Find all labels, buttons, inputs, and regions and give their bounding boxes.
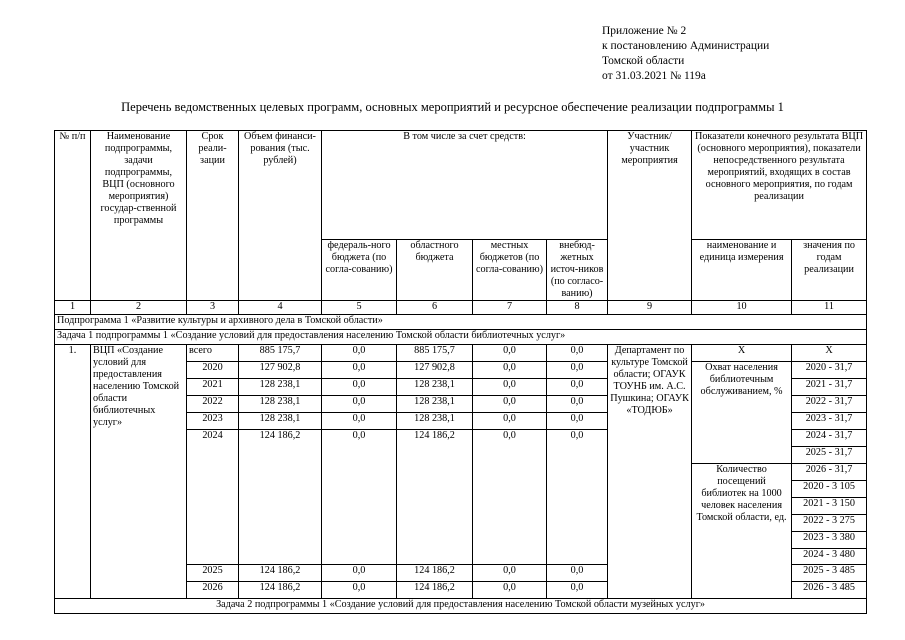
extra-cell: 0,0 xyxy=(547,345,608,362)
indicator-x-cell: Х xyxy=(792,345,867,362)
federal-cell: 0,0 xyxy=(322,430,397,565)
indicator-2-value: 2025 - 3 485 xyxy=(792,565,867,582)
period-cell: 2020 xyxy=(187,362,239,379)
extra-cell: 0,0 xyxy=(547,565,608,582)
col-header-sources: В том числе за счет средств: xyxy=(322,131,608,240)
regional-cell: 124 186,2 xyxy=(397,430,473,565)
period-cell: 2023 xyxy=(187,413,239,430)
period-cell: всего xyxy=(187,345,239,362)
program-table xyxy=(54,130,867,614)
col-header-name: Наименование подпрограммы, задачи подпрограммы, ВЦП (основного мероприятия) государ-ственной программы xyxy=(91,131,187,301)
local-cell: 0,0 xyxy=(473,379,547,396)
task1-title: Задача 1 подпрограммы 1 «Создание условий для предоставления населению Томской области библиотечных услуг» xyxy=(55,330,867,345)
col-header-participant: Участник/ участник мероприятия xyxy=(608,131,692,301)
col-header-federal: федераль-ного бюджета (по согла-сованию) xyxy=(322,240,397,301)
local-cell: 0,0 xyxy=(473,362,547,379)
indicator-1-value: 2026 - 31,7 xyxy=(792,464,867,481)
local-cell: 0,0 xyxy=(473,582,547,599)
col-number: 2 xyxy=(91,301,187,315)
document-title: Перечень ведомственных целевых программ, основных мероприятий и ресурсное обеспечение реализации подпрограммы 1 xyxy=(121,100,784,114)
col-number: 9 xyxy=(608,301,692,315)
regional-cell: 124 186,2 xyxy=(397,582,473,599)
task2-title: Задача 2 подпрограммы 1 «Создание условий для предоставления населению Томской области музейных услуг» xyxy=(55,599,867,614)
header-line-4: от 31.03.2021 № 119а xyxy=(602,70,706,82)
indicator-x-cell: Х xyxy=(692,345,792,362)
col-number: 8 xyxy=(547,301,608,315)
col-number: 7 xyxy=(473,301,547,315)
total-cell: 124 186,2 xyxy=(239,582,322,599)
indicator-1-value: 2025 - 31,7 xyxy=(792,447,867,464)
total-cell: 128 238,1 xyxy=(239,396,322,413)
total-cell: 127 902,8 xyxy=(239,362,322,379)
federal-cell: 0,0 xyxy=(322,582,397,599)
col-number: 6 xyxy=(397,301,473,315)
local-cell: 0,0 xyxy=(473,345,547,362)
local-cell: 0,0 xyxy=(473,413,547,430)
indicator-1-value: 2023 - 31,7 xyxy=(792,413,867,430)
federal-cell: 0,0 xyxy=(322,565,397,582)
indicator-2-value: 2022 - 3 275 xyxy=(792,515,866,532)
col-header-period: Срок реали-зации xyxy=(187,131,239,301)
federal-cell: 0,0 xyxy=(322,413,397,430)
indicator-1-value: 2020 - 31,7 xyxy=(792,362,867,379)
extra-cell: 0,0 xyxy=(547,430,608,565)
indicator-2-name: Количество посещений библиотек на 1000 человек населения Томской области, ед. xyxy=(692,464,792,599)
extra-cell: 0,0 xyxy=(547,379,608,396)
header-line-3: Томской области xyxy=(602,55,685,67)
total-cell: 128 238,1 xyxy=(239,379,322,396)
regional-cell: 127 902,8 xyxy=(397,362,473,379)
subprogram-title: Подпрограмма 1 «Развитие культуры и архивного дела в Томской области» xyxy=(55,315,867,330)
indicator-2-value: 2023 - 3 380 xyxy=(792,532,866,549)
indicator-2-value: 2021 - 3 150 xyxy=(792,498,866,515)
col-header-regional: областного бюджета xyxy=(397,240,473,301)
indicator-2-values-cell xyxy=(792,481,867,565)
indicator-1-value: 2022 - 31,7 xyxy=(792,396,867,413)
local-cell: 0,0 xyxy=(473,396,547,413)
regional-cell: 128 238,1 xyxy=(397,413,473,430)
column-numbers-row xyxy=(55,301,867,315)
indicator-2-value: 2020 - 3 105 xyxy=(792,481,866,498)
header-line-1: Приложение № 2 xyxy=(602,25,687,37)
col-number: 1 xyxy=(55,301,91,315)
col-number: 10 xyxy=(692,301,792,315)
extra-cell: 0,0 xyxy=(547,413,608,430)
extra-cell: 0,0 xyxy=(547,396,608,413)
col-header-indicator-name: наименование и единица измерения xyxy=(692,240,792,301)
regional-cell: 128 238,1 xyxy=(397,396,473,413)
task2-row xyxy=(55,599,867,614)
indicator-1-name: Охват населения библиотечным обслуживанием, % xyxy=(692,362,792,464)
table-row xyxy=(55,345,867,362)
period-cell: 2024 xyxy=(187,430,239,565)
local-cell: 0,0 xyxy=(473,565,547,582)
federal-cell: 0,0 xyxy=(322,345,397,362)
document-header xyxy=(602,24,769,84)
total-cell: 885 175,7 xyxy=(239,345,322,362)
col-number: 5 xyxy=(322,301,397,315)
col-header-local: местных бюджетов (по согла-сованию) xyxy=(473,240,547,301)
indicator-2-value: 2024 - 3 480 xyxy=(803,549,855,560)
task1-row xyxy=(55,330,867,345)
col-number: 11 xyxy=(792,301,867,315)
period-cell: 2026 xyxy=(187,582,239,599)
indicator-1-value: 2024 - 31,7 xyxy=(792,430,867,447)
total-cell: 128 238,1 xyxy=(239,413,322,430)
col-number: 4 xyxy=(239,301,322,315)
col-header-indicator-values: значения по годам реализации xyxy=(792,240,867,301)
col-header-num: № п/п xyxy=(55,131,91,301)
regional-cell: 885 175,7 xyxy=(397,345,473,362)
federal-cell: 0,0 xyxy=(322,379,397,396)
indicator-1-value: 2021 - 31,7 xyxy=(792,379,867,396)
regional-cell: 128 238,1 xyxy=(397,379,473,396)
total-cell: 124 186,2 xyxy=(239,430,322,565)
extra-cell: 0,0 xyxy=(547,362,608,379)
federal-cell: 0,0 xyxy=(322,396,397,413)
participant-cell: Департамент по культуре Томской области; ОГАУК ТОУНБ им. А.С. Пушкина; ОГАУК «ТОДЮБ» xyxy=(608,345,692,599)
regional-cell: 124 186,2 xyxy=(397,565,473,582)
item-name: ВЦП «Создание условий для предоставления населению Томской области библиотечных услуг» xyxy=(91,345,187,599)
subprogram-row xyxy=(55,315,867,330)
period-cell: 2025 xyxy=(187,565,239,582)
period-cell: 2022 xyxy=(187,396,239,413)
local-cell: 0,0 xyxy=(473,430,547,565)
col-number: 3 xyxy=(187,301,239,315)
federal-cell: 0,0 xyxy=(322,362,397,379)
header-line-2: к постановлению Администрации xyxy=(602,40,770,52)
period-cell: 2021 xyxy=(187,379,239,396)
item-number: 1. xyxy=(55,345,91,599)
total-cell: 124 186,2 xyxy=(239,565,322,582)
indicator-2-value: 2026 - 3 485 xyxy=(792,582,867,599)
col-header-total: Объем финанси-рования (тыс. рублей) xyxy=(239,131,322,301)
table-header-row xyxy=(55,131,867,240)
col-header-extra: внебюд-жетных источ-ников (по согласо-ванию) xyxy=(547,240,608,301)
col-header-indicators: Показатели конечного результата ВЦП (основного мероприятия), показатели непосредственного результата мероприятий, входящих в состав основного мероприятия, по годам реализации xyxy=(692,131,867,240)
extra-cell: 0,0 xyxy=(547,582,608,599)
